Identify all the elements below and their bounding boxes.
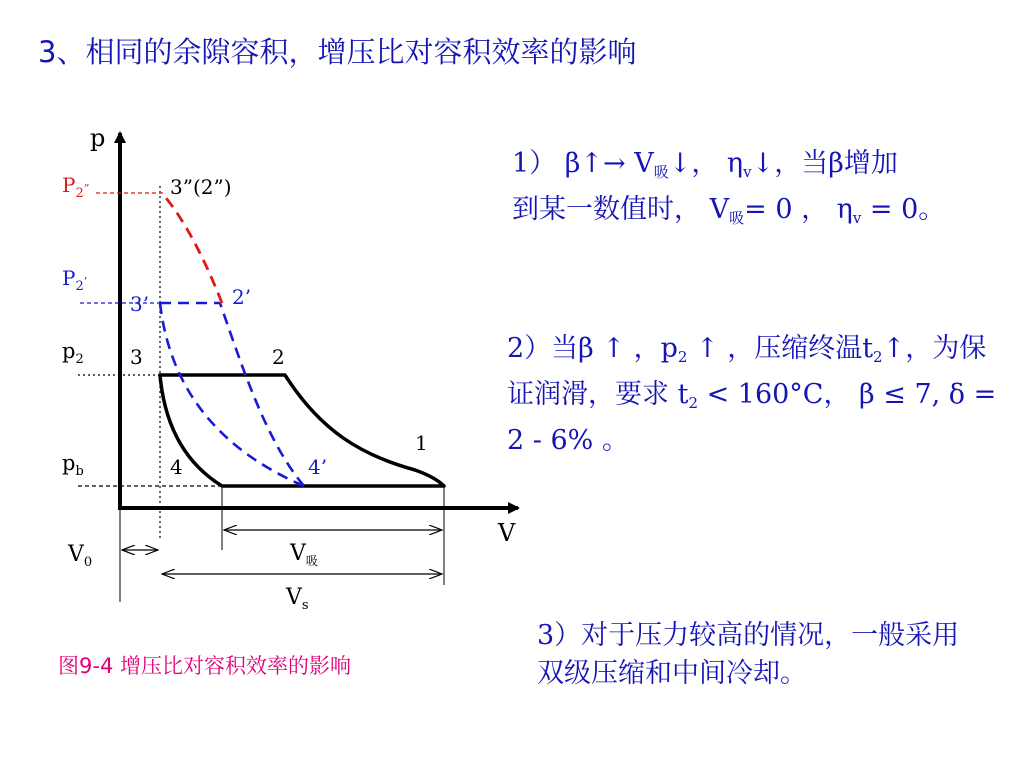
label-p2: $p_2$ bbox=[62, 339, 84, 367]
note-1: 1） β↑→ $V_吸↓$， $\eta_v↓$，当β增加 到某一数值时， $V_吸= 0$ ， $\eta_v = 0$。 bbox=[512, 148, 946, 227]
point-3dd: 3”(2”) bbox=[170, 175, 232, 199]
point-3d: 3’ bbox=[130, 292, 150, 316]
point-1: 1 bbox=[415, 431, 428, 455]
label-p2d: $P_2^’$ bbox=[62, 266, 88, 294]
cycle-mid-compression bbox=[220, 303, 304, 486]
point-2: 2 bbox=[272, 345, 285, 369]
figure-caption: 图9-4 增压比对容积效率的影响 bbox=[58, 654, 351, 678]
label-vxi: $V_吸$ bbox=[290, 541, 318, 568]
point-3: 3 bbox=[130, 345, 143, 369]
point-2d: 2’ bbox=[232, 285, 252, 309]
slide-title: 3、相同的余隙容积，增压比对容积效率的影响 bbox=[38, 35, 637, 69]
label-pb: $p_b$ bbox=[62, 451, 84, 479]
note-2: 2）当β ↑ ，$p_2$ ↑ ，压缩终温$t_2↑$，为保证润滑，要求 $t_2 < 160^\circ C$， β ≤ 7, δ = 2 - 6% 。 bbox=[507, 333, 997, 456]
cycle-high-compression bbox=[162, 193, 222, 303]
label-v0: $V_0$ bbox=[68, 542, 93, 570]
label-p2dd: $P_2^”$ bbox=[62, 173, 90, 201]
label-vs: $V_s$ bbox=[286, 585, 309, 613]
cycle-base bbox=[160, 375, 444, 486]
note-3: 3）对于压力较高的情况，一般采用双级压缩和中间冷却。 bbox=[537, 620, 960, 689]
p-axis-label: p bbox=[90, 124, 106, 152]
v-axis-label: V bbox=[498, 519, 516, 547]
point-4d: 4’ bbox=[308, 455, 328, 479]
point-4: 4 bbox=[170, 455, 183, 479]
